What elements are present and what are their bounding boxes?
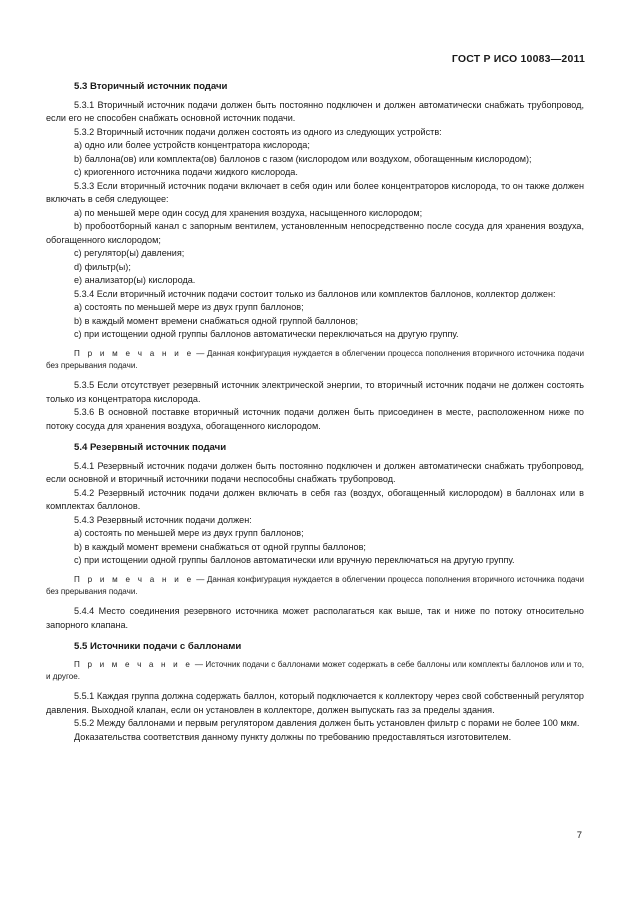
clause-5-3-5: 5.3.5 Если отсутствует резервный источник электрической энергии, то вторичный источник подачи не должен состоять только из концентратора кислорода. (46, 380, 584, 404)
note-label: П р и м е ч а н и е (74, 348, 194, 358)
note-5-3 (46, 348, 584, 373)
section-title-5-4: 5.4 Резервный источник подачи (74, 442, 227, 454)
page-number: 7 (576, 830, 582, 841)
list-item: a) состоять по меньшей мере из двух групп баллонов; (74, 528, 304, 539)
list-item: e) анализатор(ы) кислорода. (74, 275, 196, 285)
list-item: c) криогенного источника подачи жидкого кислорода. (74, 167, 298, 177)
clause-5-5-2-evidence: Доказательства соответствия данному пункту должны по требованию предоставляться изготовителем. (74, 731, 512, 742)
list-item: c) при истощении одной группы баллонов автоматически переключаться на другую группу. (74, 329, 459, 339)
list-item: a) одно или более устройств концентратора кислорода; (74, 140, 310, 150)
section-title-5-5: 5.5 Источники подачи с баллонами (74, 641, 242, 653)
list-item: b) баллона(ов) или комплекта(ов) баллонов с газом (кислородом или воздухом, обогащенным кислородом); (74, 153, 532, 164)
clause-5-4-3: 5.4.3 Резервный источник подачи должен: (74, 514, 252, 525)
list-item: a) по меньшей мере один сосуд для хранения воздуха, насыщенного кислородом; (74, 207, 423, 218)
section-title-5-3: 5.3 Вторичный источник подачи (74, 81, 228, 92)
note-label: П р и м е ч а н и е (74, 574, 194, 584)
note-text: — Источник подачи с баллонами может содержать в себе баллоны или комплекты баллонов или и то, и другое. (46, 659, 584, 681)
clause-5-4-1: 5.4.1 Резервный источник подачи должен быть постоянно подключен и должен автоматически снабжать трубопровод, если основной и вторичный источники подачи неспособны снабжать трубопровод. (46, 460, 584, 485)
list-item: b) в каждый момент времени снабжаться одной группой баллонов; (74, 315, 358, 326)
clause-5-3-1: 5.3.1 Вторичный источник подачи должен быть постоянно подключен и должен автоматически снабжать трубопровод, если его не способен снабжать основной источник подачи. (46, 99, 584, 123)
clause-5-5-1: 5.5.1 Каждая группа должна содержать баллон, который подключается к коллектору через свой собственный регулятор давления. Выходной клапан, если он установлен в коллекторе, должен выпускать газ за пределы здания. (46, 691, 584, 715)
note-label: П р и м е ч а н и е (74, 659, 193, 669)
document-header: ГОСТ Р ИСО 10083—2011 (451, 53, 585, 65)
list-item: c) регулятор(ы) давления; (74, 248, 185, 258)
document-body (46, 78, 584, 744)
note-text: — Данная конфигурация нуждается в облегчении процесса пополнения вторичного источника подачи без прерывания подачи. (46, 574, 584, 596)
list-item: c) при истощении одной группы баллонов автоматически или вручную переключаться на другую группу. (74, 555, 515, 566)
clause-5-4-4: 5.4.4 Место соединения резервного источника может располагаться как выше, так и ниже по потоку относительно запорного клапана. (46, 606, 584, 630)
clause-5-3-2: 5.3.2 Вторичный источник подачи должен состоять из одного из следующих устройств: (74, 126, 442, 137)
clause-5-4-2: 5.4.2 Резервный источник подачи должен включать в себя газ (воздух, обогащенный кислородом) в баллонах или в комплектах баллонов. (46, 487, 584, 512)
list-item: b) пробоотборный канал с запорным вентилем, установленным непосредственно после сосуда для хранения воздуха, обогащенного кислородом; (46, 221, 584, 245)
list-item: a) состоять по меньшей мере из двух групп баллонов; (74, 302, 304, 312)
list-item: b) в каждый момент времени снабжаться от одной группы баллонов; (74, 541, 366, 552)
list-item: d) фильтр(ы); (74, 261, 131, 272)
clause-5-5-2: 5.5.2 Между баллонами и первым регулятором давления должен быть установлен фильтр с порами не более 100 мкм. (74, 718, 580, 729)
clause-5-3-4: 5.3.4 Если вторичный источник подачи состоит только из баллонов или комплектов баллонов, коллектор должен: (74, 288, 556, 299)
note-5-4 (46, 574, 584, 599)
note-5-5 (46, 659, 584, 684)
clause-5-3-3: 5.3.3 Если вторичный источник подачи включает в себя один или более концентраторов кислорода, то он также должен включать в себя следующее: (46, 180, 584, 204)
clause-5-3-6: 5.3.6 В основной поставке вторичный источник подачи должен быть присоединен в месте, расположенном ниже по потоку сосуда для хранения воздуха, обогащенного кислородом. (46, 407, 584, 431)
note-text: — Данная конфигурация нуждается в облегчении процесса пополнения вторичного источника подачи без прерывания подачи. (46, 348, 584, 370)
